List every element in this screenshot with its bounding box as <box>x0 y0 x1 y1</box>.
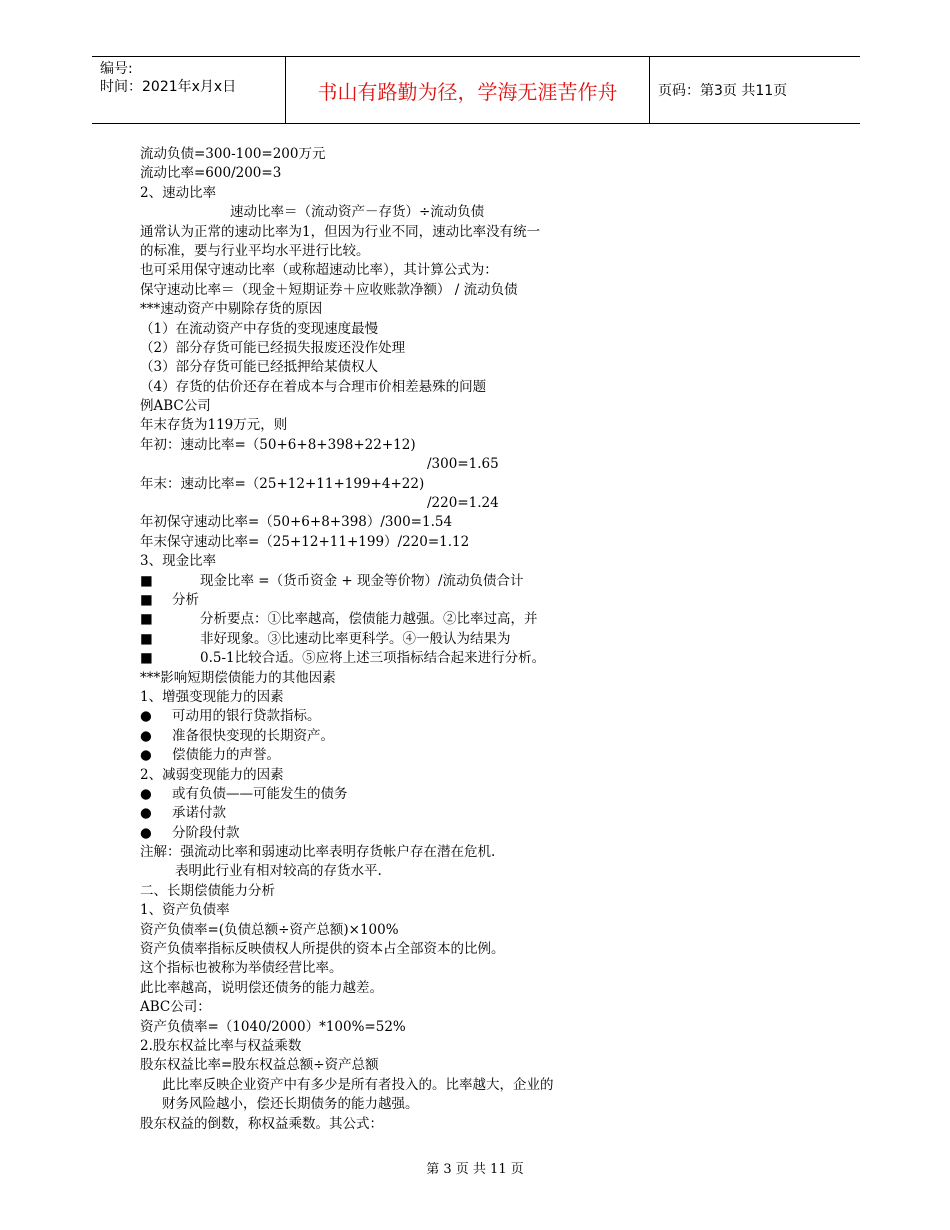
bullet-item <box>140 707 660 726</box>
text-line: 此比率越高，说明偿还债务的能力越差。 <box>140 979 383 996</box>
formula-line: 资产负债率=(负债总额÷资产总额)×100% <box>140 921 399 938</box>
formula-line: /220=1.24 <box>427 495 499 512</box>
square-bullet-icon: ■ <box>140 591 153 608</box>
section-heading: 二、长期偿债能力分析 <box>140 882 275 899</box>
formula-line: /300=1.65 <box>427 456 499 473</box>
section-heading: 1、资产负债率 <box>140 902 230 919</box>
bullet-item <box>140 591 660 610</box>
bullet-text: 分析 <box>172 591 199 608</box>
formula-line: 年末：速动比率=（25+12+11+199+4+22) <box>140 475 425 492</box>
bullet-item <box>140 630 660 649</box>
text-line: 这个指标也被称为举债经营比率。 <box>140 960 343 977</box>
list-item: （4）存货的估价还存在着成本与合理市价相差悬殊的问题 <box>140 378 487 395</box>
bullet-item <box>140 746 660 765</box>
bullet-item <box>140 572 660 591</box>
formula-line: 资产负债率=（1040/2000）*100%=52% <box>140 1018 406 1035</box>
dot-bullet-icon: ● <box>140 727 152 744</box>
text-line: 通常认为正常的速动比率为1，但因为行业不同，速动比率没有统一 <box>140 223 541 240</box>
dot-bullet-icon: ● <box>140 785 152 802</box>
text-line: 流动比率=600/200=3 <box>140 165 282 182</box>
bullet-item <box>140 804 660 823</box>
note-line: 表明此行业有相对较高的存货水平. <box>175 863 382 880</box>
square-bullet-icon: ■ <box>140 611 153 628</box>
section-heading: 2、速动比率 <box>140 184 217 201</box>
section-heading: 1、增强变现能力的因素 <box>140 688 284 705</box>
bullet-text: 分析要点：①比率越高，偿债能力越强。②比率过高，并 <box>200 611 538 628</box>
dot-bullet-icon: ● <box>140 805 152 822</box>
square-bullet-icon: ■ <box>140 630 153 647</box>
formula-line: 年末保守速动比率=（25+12+11+199）/220=1.12 <box>140 533 470 550</box>
text-line: ABC公司： <box>140 999 211 1016</box>
text-line: 此比率反映企业资产中有多少是所有者投入的。比率越大，企业的 <box>162 1076 554 1093</box>
bullet-text: 准备很快变现的长期资产。 <box>172 727 334 744</box>
number-label: 编号: <box>100 61 133 77</box>
text-line: 年末存货为119万元，则 <box>140 417 288 434</box>
list-item: （1）在流动资产中存货的变现速度最慢 <box>140 320 379 337</box>
bullet-item <box>140 727 660 746</box>
dot-bullet-icon: ● <box>140 824 152 841</box>
text-line: ***速动资产中剔除存货的原因 <box>140 301 323 318</box>
square-bullet-icon: ■ <box>140 650 153 667</box>
bullet-text: 或有负债——可能发生的债务 <box>172 785 348 802</box>
dot-bullet-icon: ● <box>140 747 152 764</box>
dot-bullet-icon: ● <box>140 708 152 725</box>
header-meta <box>100 60 236 96</box>
header-divider <box>649 57 650 123</box>
section-heading: 2、减弱变现能力的因素 <box>140 766 284 783</box>
section-heading: 2.股东权益比率与权益乘数 <box>140 1037 302 1054</box>
bullet-text: 偿债能力的声誉。 <box>172 747 280 764</box>
text-line: 流动负债=300-100=200万元 <box>140 146 326 162</box>
header-motto: 书山有路勤为径，学海无涯苦作舟 <box>317 79 618 104</box>
bullet-text: 非好现象。③比速动比率更科学。④一般认为结果为 <box>200 630 511 647</box>
time-label: 时间：2021年x月x日 <box>100 79 237 95</box>
formula-line: 速动比率＝（流动资产－存货）÷流动负债 <box>230 204 485 221</box>
bullet-text: 可动用的银行贷款指标。 <box>172 708 321 725</box>
bullet-item <box>140 649 660 668</box>
formula-line: 年初保守速动比率=（50+6+8+398）/300=1.54 <box>140 514 453 531</box>
text-line: 也可采用保守速动比率（或称超速动比率），其计算公式为： <box>140 262 498 279</box>
formula-line: 年初：速动比率=（50+6+8+398+22+12) <box>140 436 416 453</box>
bullet-text: 现金比率 =（货币资金 + 现金等价物）/流动负债合计 <box>200 572 524 589</box>
section-heading: 3、现金比率 <box>140 553 217 570</box>
bullet-item <box>140 785 660 804</box>
bullet-item <box>140 824 660 843</box>
text-line: 的标准，要与行业平均水平进行比较。 <box>140 242 370 259</box>
list-item: （2）部分存货可能已经损失报废还没作处理 <box>140 339 406 356</box>
bullet-text: 分阶段付款 <box>172 824 240 841</box>
text-line: ***影响短期偿债能力的其他因素 <box>140 669 336 686</box>
text-line: 资产负债率指标反映债权人所提供的资本占全部资本的比例。 <box>140 941 505 958</box>
page-footer: 第 3 页 共 11 页 <box>426 1162 524 1177</box>
bullet-text: 承诺付款 <box>172 805 226 822</box>
note-line: 注解：强流动比率和弱速动比率表明存货帐户存在潜在危机. <box>140 844 496 861</box>
header-page-code: 页码：第3页 共11页 <box>658 83 788 99</box>
text-line: 例ABC公司 <box>140 398 211 415</box>
bullet-item <box>140 610 660 629</box>
text-line: 财务风险越小，偿还长期债务的能力越强。 <box>162 1096 419 1113</box>
formula-line: 股东权益比率=股东权益总额÷资产总额 <box>140 1057 379 1074</box>
text-line: 股东权益的倒数，称权益乘数。其公式： <box>140 1115 383 1132</box>
formula-line: 保守速动比率＝（现金＋短期证券＋应收账款净额） / 流动负债 <box>140 281 518 298</box>
document-body <box>140 145 660 1134</box>
square-bullet-icon: ■ <box>140 572 153 589</box>
page-header <box>92 56 860 124</box>
list-item: （3）部分存货可能已经抵押给某债权人 <box>140 359 379 376</box>
bullet-text: 0.5-1比较合适。⑤应将上述三项指标结合起来进行分析。 <box>200 650 546 667</box>
